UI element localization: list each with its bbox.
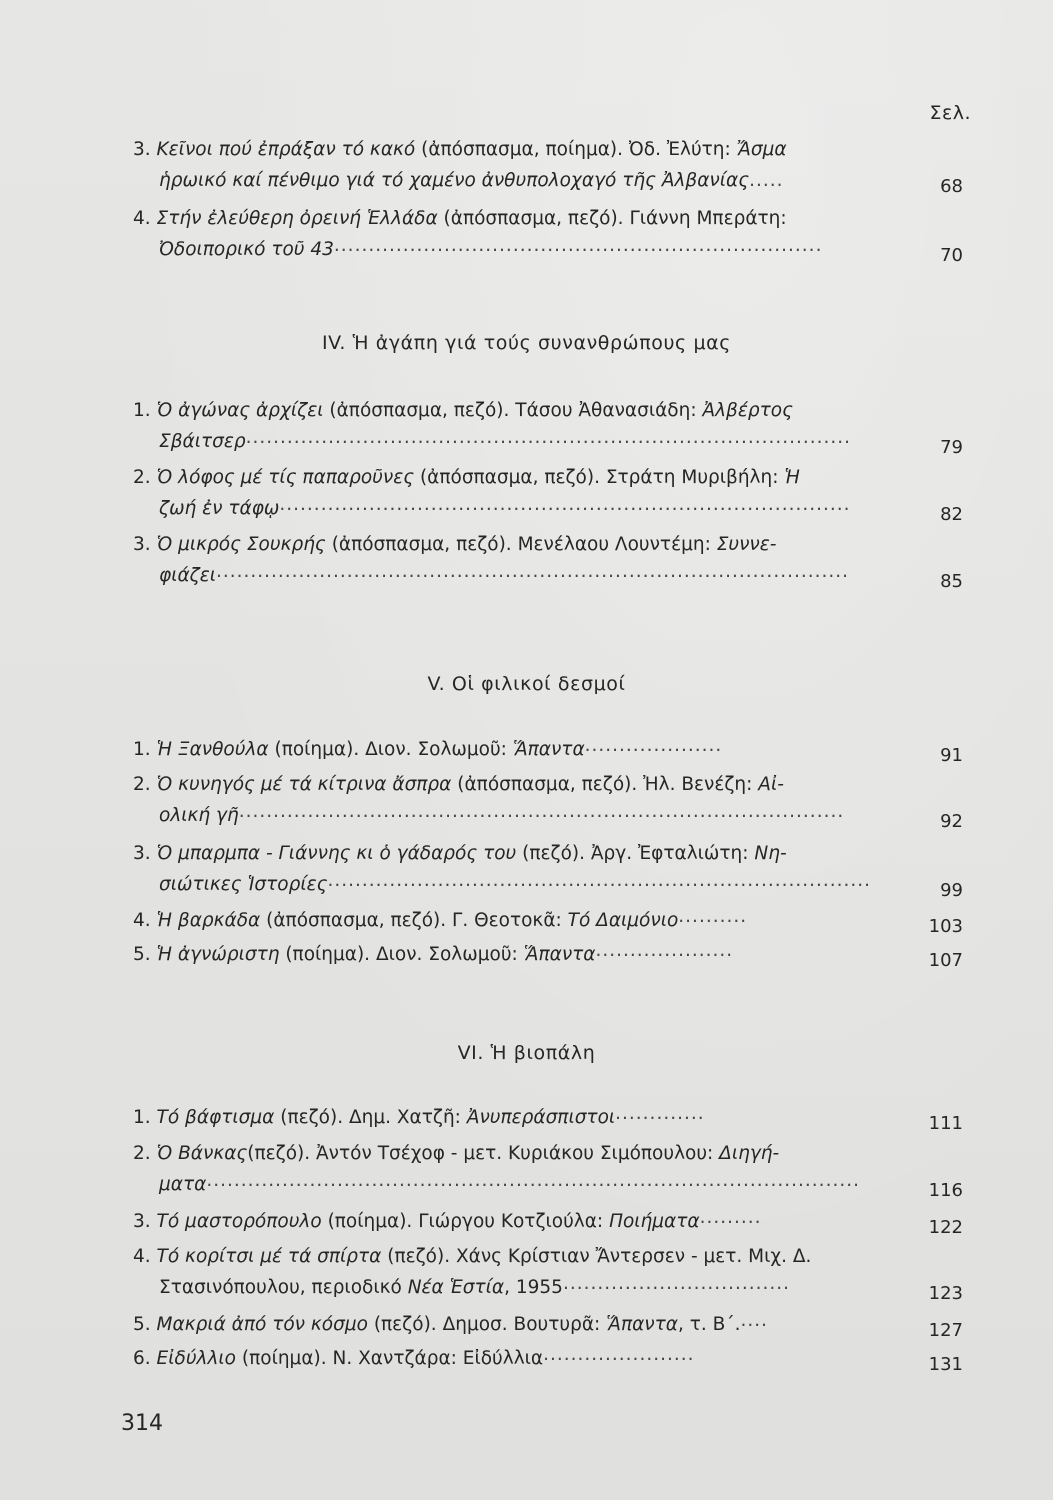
entry-author-cont: Στασινόπουλου, περιοδικό bbox=[159, 1277, 402, 1298]
entry-type: (ἀπόσπασμα, πεζό). bbox=[419, 467, 600, 488]
entry-author: Γιώργου Κοτζιούλα: bbox=[418, 1211, 604, 1232]
entry-work: Αἰ- bbox=[758, 774, 784, 795]
entry-number: 3. bbox=[133, 1211, 151, 1232]
dot-leader: .......... bbox=[678, 906, 748, 927]
entry-page-number: 127 bbox=[928, 1320, 963, 1341]
entry-author: Δημοσ. Βουτυρᾶ: bbox=[442, 1314, 601, 1335]
entry-work: Νη- bbox=[754, 843, 787, 864]
dot-leader: ........................................................................................ bbox=[238, 801, 845, 822]
toc-entry bbox=[133, 1102, 963, 1133]
dot-leader: ................................................................................... bbox=[279, 494, 851, 515]
entry-title: Τό μαστορόπουλο bbox=[156, 1211, 322, 1232]
entry-page-number: 111 bbox=[928, 1113, 963, 1134]
entry-page-number: 79 bbox=[940, 437, 963, 458]
entry-number: 4. bbox=[133, 910, 151, 931]
entry-title: Ὁ μπαρμπα - Γιάννης κι ὁ γάδαρός του bbox=[156, 843, 517, 864]
entry-type: (ἀπόσπασμα, πεζό). bbox=[457, 774, 638, 795]
entry-author: Τάσου Ἀθανασιάδη: bbox=[515, 400, 697, 421]
entry-author: Στράτη Μυριβήλη: bbox=[605, 467, 779, 488]
entry-volume: , τ. Β΄. bbox=[677, 1314, 741, 1335]
entry-page-number: 131 bbox=[928, 1354, 963, 1375]
entry-title: Ἡ βαρκάδα bbox=[156, 910, 261, 931]
entry-type: (ἀπόσπασμα, πεζό). bbox=[329, 400, 510, 421]
entry-work: Ποιήματα bbox=[609, 1211, 700, 1232]
entry-type: (ποίημα). bbox=[285, 944, 371, 965]
entry-work: Ἀνυπεράσπιστοι bbox=[466, 1107, 616, 1128]
entry-author: Γιάννη Μπεράτη: bbox=[629, 208, 787, 229]
entry-number: 6. bbox=[133, 1348, 151, 1369]
toc-entry bbox=[133, 1241, 963, 1303]
entry-author: Ἀργ. Ἐφταλιώτη: bbox=[590, 843, 749, 864]
dot-leader: ..... bbox=[749, 170, 784, 191]
toc-entry bbox=[133, 1309, 963, 1340]
toc-entry bbox=[133, 1138, 963, 1200]
entry-title: Ὁ κυνηγός μέ τά κίτρινα ἄσπρα bbox=[156, 774, 452, 795]
entry-work-cont: ολική γῆ bbox=[159, 805, 239, 826]
entry-work: Εἰδύλλια bbox=[462, 1348, 544, 1369]
entry-type: (ποίημα). bbox=[274, 739, 360, 760]
entry-number: 1. bbox=[133, 739, 151, 760]
entry-type: (ἀπόσπασμα, ποίημα). bbox=[421, 139, 624, 160]
entry-number: 3. bbox=[133, 534, 151, 555]
entry-author: Δημ. Χατζῆ: bbox=[348, 1107, 461, 1128]
entry-number: 2. bbox=[133, 1143, 151, 1164]
toc-entry bbox=[133, 838, 963, 900]
entry-number: 4. bbox=[133, 1246, 151, 1267]
entry-work: Ἄσμα bbox=[736, 139, 787, 160]
entry-type: (πεζό). bbox=[387, 1246, 451, 1267]
entry-page-number: 116 bbox=[928, 1180, 963, 1201]
dot-leader: ................................. bbox=[562, 1273, 790, 1294]
entry-title: Ὁ ἀγώνας ἀρχίζει bbox=[156, 400, 324, 421]
toc-entry bbox=[133, 1206, 963, 1237]
entry-title: Τό κορίτσι μέ τά σπίρτα bbox=[156, 1246, 382, 1267]
entry-page-number: 123 bbox=[928, 1283, 963, 1304]
dot-leader: ......... bbox=[699, 1207, 762, 1228]
entry-year: , 1955 bbox=[504, 1277, 563, 1298]
entry-title: Μακριά ἀπό τόν κόσμο bbox=[156, 1314, 368, 1335]
entry-number: 5. bbox=[133, 944, 151, 965]
section-heading: IV. Ἡ ἀγάπη γιά τούς συνανθρώπους μας bbox=[321, 332, 732, 354]
entry-page-number: 107 bbox=[928, 950, 963, 971]
entry-page-number: 70 bbox=[940, 245, 963, 266]
entry-title: Τό βάφτισμα bbox=[156, 1107, 275, 1128]
entry-number: 1. bbox=[133, 1107, 151, 1128]
entry-number: 1. bbox=[133, 400, 151, 421]
entry-type: (ἀπόσπασμα, πεζό). bbox=[266, 910, 447, 931]
entry-work: Ἀλβέρτος bbox=[702, 400, 793, 421]
entry-title: Στήν ἐλεύθερη ὀρεινή Ἑλλάδα bbox=[156, 208, 438, 229]
entry-number: 3. bbox=[133, 843, 151, 864]
toc-entry bbox=[133, 769, 963, 831]
entry-author: Ὀδ. Ἐλύτη: bbox=[628, 139, 731, 160]
dot-leader: .... bbox=[740, 1310, 768, 1331]
entry-type: (πεζό). bbox=[373, 1314, 437, 1335]
entry-title: Ὁ λόφος μέ τίς παπαροῦνες bbox=[156, 467, 415, 488]
entry-author: Διον. Σολωμοῦ: bbox=[375, 944, 518, 965]
entry-author: Ἀντόν Τσέχοφ - μετ. Κυριάκου Σιμόπουλου: bbox=[316, 1143, 714, 1164]
dot-leader: ............................................................................... bbox=[327, 870, 872, 891]
dot-leader: ............................................................................................... bbox=[206, 1170, 860, 1191]
dot-leader: ............................................................................................ bbox=[215, 561, 850, 582]
toc-entry bbox=[133, 734, 963, 765]
dot-leader: ....................................................................... bbox=[333, 235, 823, 256]
entry-work-cont: σιώτικες Ἱστορίες bbox=[159, 874, 328, 895]
entry-title: Ἡ ἀγνώριστη bbox=[156, 944, 280, 965]
entry-work: Τό Δαιμόνιο bbox=[567, 910, 679, 931]
entry-work: Συννε- bbox=[716, 534, 777, 555]
entry-title: Εἰδύλλιο bbox=[156, 1348, 236, 1369]
entry-author: Ἠλ. Βενέζη: bbox=[643, 774, 753, 795]
entry-title: Κεῖνοι πού ἐπράξαν τό κακό bbox=[156, 139, 416, 160]
entry-work: Ἅπαντα bbox=[606, 1314, 678, 1335]
entry-author: Χάνς Κρίστιαν Ἄντερσεν - μετ. Μιχ. Δ. bbox=[455, 1246, 812, 1267]
entry-page-number: 91 bbox=[940, 745, 963, 766]
entry-periodical: Νέα Ἑστία bbox=[407, 1277, 505, 1298]
dot-leader: ........................................................................................ bbox=[245, 427, 852, 448]
section-heading: V. Οἱ φιλικοί δεσμοί bbox=[427, 673, 626, 695]
entry-work: Διηγή- bbox=[719, 1143, 780, 1164]
entry-page-number: 85 bbox=[940, 571, 963, 592]
entry-page-number: 68 bbox=[940, 176, 963, 197]
entry-title: Ὁ μικρός Σουκρής bbox=[156, 534, 326, 555]
entry-page-number: 92 bbox=[940, 811, 963, 832]
section-heading: VI. Ἡ βιοπάλη bbox=[457, 1042, 596, 1064]
entry-type: (ποίημα). bbox=[241, 1348, 327, 1369]
entry-work: Ἅπαντα bbox=[523, 944, 596, 965]
entry-type: (πεζό). bbox=[247, 1143, 311, 1164]
entry-title-cont: ἡρωικό καί πένθιμο γιά τό χαμένο ἀνθυπολοχαγό τῆς Ἀλβανίας bbox=[159, 170, 750, 191]
entry-number: 2. bbox=[133, 774, 151, 795]
entry-page-number: 82 bbox=[940, 504, 963, 525]
entry-work-cont: ζωή ἐν τάφῳ bbox=[159, 498, 280, 519]
dot-leader: .................... bbox=[595, 940, 734, 961]
entry-work-cont: Σβάιτσερ bbox=[159, 431, 246, 452]
toc-entry bbox=[133, 395, 963, 457]
entry-number: 5. bbox=[133, 1314, 151, 1335]
toc-entry bbox=[133, 203, 963, 265]
entry-author: Μενέλαου Λουντέμη: bbox=[517, 534, 711, 555]
entry-number: 3. bbox=[133, 139, 151, 160]
entry-page-number: 122 bbox=[928, 1217, 963, 1238]
entry-author: Γ. Θεοτοκᾶ: bbox=[452, 910, 562, 931]
entry-work: Ὀδοιπορικό τοῦ 43 bbox=[159, 239, 334, 260]
toc-entry bbox=[133, 939, 963, 970]
entry-type: (ἀπόσπασμα, πεζό). bbox=[331, 534, 512, 555]
dot-leader: ...................... bbox=[543, 1344, 695, 1365]
entry-title: Ὁ Βάνκας bbox=[156, 1143, 248, 1164]
entry-title: Ἡ Ξανθούλα bbox=[156, 739, 269, 760]
entry-author: Ν. Χαντζάρα: bbox=[332, 1348, 457, 1369]
entry-work-cont: φιάζει bbox=[159, 565, 216, 586]
toc-entry bbox=[133, 529, 963, 591]
entry-page-number: 99 bbox=[940, 880, 963, 901]
toc-entry bbox=[133, 905, 963, 936]
page-column-label: Σελ. bbox=[929, 102, 971, 124]
toc-entry bbox=[133, 462, 963, 524]
toc-entry bbox=[133, 1343, 963, 1374]
entry-type: (ἀπόσπασμα, πεζό). bbox=[443, 208, 624, 229]
entry-number: 4. bbox=[133, 208, 151, 229]
entry-type: (ποίημα). bbox=[327, 1211, 413, 1232]
entry-page-number: 103 bbox=[928, 916, 963, 937]
entry-author: Διον. Σολωμοῦ: bbox=[365, 739, 507, 760]
dot-leader: .................... bbox=[584, 735, 723, 756]
entry-number: 2. bbox=[133, 467, 151, 488]
page-number: 314 bbox=[121, 1411, 163, 1436]
entry-work: Ἡ bbox=[784, 467, 800, 488]
entry-work: Ἅπαντα bbox=[512, 739, 585, 760]
entry-type: (πεζό). bbox=[280, 1107, 344, 1128]
dot-leader: ............. bbox=[615, 1103, 705, 1124]
entry-type: (πεζό). bbox=[522, 843, 585, 864]
entry-work-cont: ματα bbox=[159, 1174, 207, 1195]
toc-entry bbox=[133, 134, 963, 196]
